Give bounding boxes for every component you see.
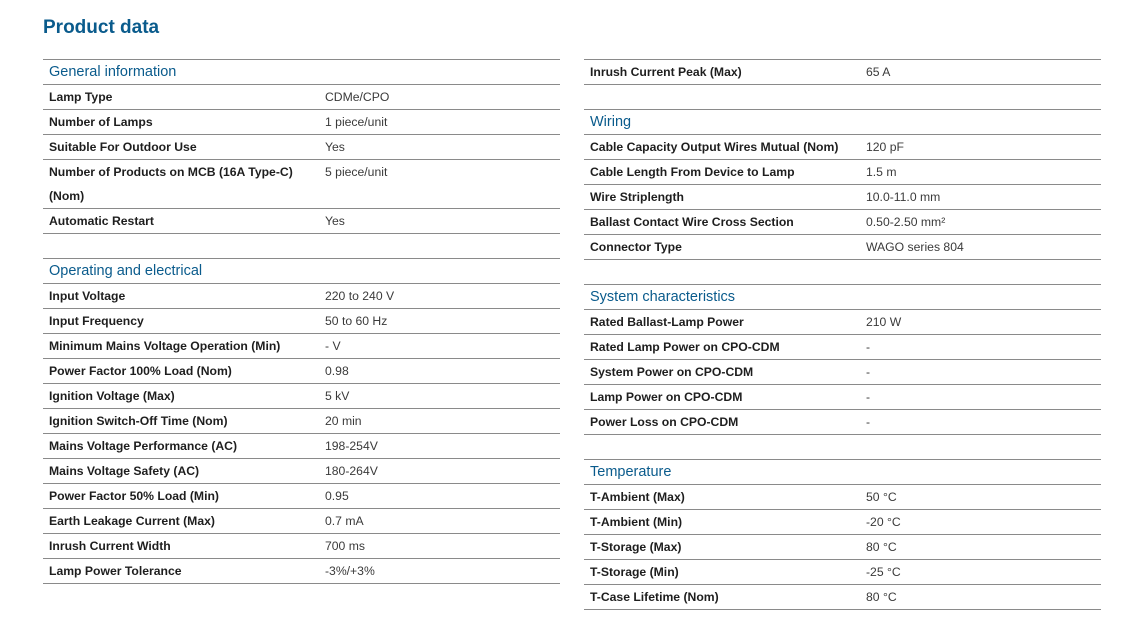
row-label: T-Case Lifetime (Nom) xyxy=(590,590,719,604)
row-value: -25 °C xyxy=(866,565,901,579)
row-value: -20 °C xyxy=(866,515,901,529)
row-value: 5 kV xyxy=(325,389,350,403)
row-value: - xyxy=(866,415,871,429)
row-label: Lamp Power on CPO-CDM xyxy=(590,390,743,404)
row-label: Rated Lamp Power on CPO-CDM xyxy=(590,340,780,354)
row-label: Cable Length From Device to Lamp xyxy=(590,165,795,179)
row-value: 198-254V xyxy=(325,439,378,453)
table-row xyxy=(43,484,560,509)
section-header-system-characteristics: System characteristics xyxy=(584,285,1101,310)
table-row xyxy=(43,509,560,534)
section-spacer xyxy=(584,85,1101,110)
section-spacer xyxy=(584,260,1101,285)
row-label: Ignition Switch-Off Time (Nom) xyxy=(49,414,228,428)
table-row xyxy=(584,535,1101,560)
section-header-wiring: Wiring xyxy=(584,110,1101,135)
row-label: Number of Products on MCB (16A Type-C) (Nom) xyxy=(49,165,293,203)
table-row xyxy=(43,284,560,309)
row-value: Yes xyxy=(325,140,345,154)
row-value: 0.95 xyxy=(325,489,349,503)
row-label: Ballast Contact Wire Cross Section xyxy=(590,215,794,229)
row-value: 5 piece/unit xyxy=(325,165,388,179)
row-label: Power Factor 100% Load (Nom) xyxy=(49,364,232,378)
row-value: 1 piece/unit xyxy=(325,115,388,129)
row-value: 50 °C xyxy=(866,490,897,504)
row-value: -3%/+3% xyxy=(325,564,375,578)
row-label: T-Ambient (Max) xyxy=(590,490,685,504)
row-label: Inrush Current Width xyxy=(49,539,171,553)
table-row xyxy=(584,485,1101,510)
row-value: 1.5 m xyxy=(866,165,897,179)
row-label: Power Factor 50% Load (Min) xyxy=(49,489,219,503)
row-label: Ignition Voltage (Max) xyxy=(49,389,175,403)
row-label: System Power on CPO-CDM xyxy=(590,365,754,379)
row-label: Rated Ballast-Lamp Power xyxy=(590,315,744,329)
table-row xyxy=(584,335,1101,360)
row-value: 65 A xyxy=(866,65,891,79)
table-row xyxy=(43,334,560,359)
section-header-temperature: Temperature xyxy=(584,460,1101,485)
section-header-operating-and-electrical: Operating and electrical xyxy=(43,259,560,284)
table-row xyxy=(584,160,1101,185)
row-label: T-Ambient (Min) xyxy=(590,515,683,529)
table-row xyxy=(43,534,560,559)
row-label: Minimum Mains Voltage Operation (Min) xyxy=(49,339,281,353)
row-value: WAGO series 804 xyxy=(866,240,964,254)
row-label: T-Storage (Min) xyxy=(590,565,679,579)
table-row xyxy=(43,85,560,110)
table-row xyxy=(584,185,1101,210)
row-label: Earth Leakage Current (Max) xyxy=(49,514,215,528)
table-row xyxy=(584,585,1101,610)
row-label: Lamp Power Tolerance xyxy=(49,564,182,578)
row-label: Number of Lamps xyxy=(49,115,153,129)
page-title: Product data xyxy=(43,17,160,38)
table-row xyxy=(43,309,560,334)
row-label: Mains Voltage Safety (AC) xyxy=(49,464,200,478)
table-row xyxy=(43,359,560,384)
row-value: 120 pF xyxy=(866,140,904,154)
table-row xyxy=(584,60,1101,85)
row-label: Mains Voltage Performance (AC) xyxy=(49,439,238,453)
table-row xyxy=(43,209,560,234)
table-row xyxy=(43,384,560,409)
row-value: 20 min xyxy=(325,414,362,428)
row-label: T-Storage (Max) xyxy=(590,540,682,554)
table-row xyxy=(43,160,560,209)
table-row xyxy=(43,559,560,584)
table-row xyxy=(584,235,1101,260)
table-row xyxy=(43,459,560,484)
table-row xyxy=(43,434,560,459)
table-row xyxy=(584,310,1101,335)
row-value: 10.0-11.0 mm xyxy=(866,190,941,204)
row-value: - xyxy=(866,340,871,354)
row-label: Input Frequency xyxy=(49,314,144,328)
table-row xyxy=(43,135,560,160)
row-value: 0.7 mA xyxy=(325,514,364,528)
row-label: Suitable For Outdoor Use xyxy=(49,140,197,154)
row-value: - xyxy=(866,365,871,379)
row-value: 0.50-2.50 mm² xyxy=(866,215,946,229)
left-column xyxy=(43,59,560,584)
row-label: Power Loss on CPO-CDM xyxy=(590,415,739,429)
row-label: Lamp Type xyxy=(49,90,113,104)
row-value: 80 °C xyxy=(866,540,897,554)
table-row xyxy=(584,410,1101,435)
table-row xyxy=(584,510,1101,535)
table-row xyxy=(584,360,1101,385)
row-value: 210 W xyxy=(866,315,902,329)
section-header-general-information: General information xyxy=(43,60,560,85)
row-label: Connector Type xyxy=(590,240,682,254)
row-value: CDMe/CPO xyxy=(325,90,390,104)
section-spacer xyxy=(43,234,560,259)
row-value: 220 to 240 V xyxy=(325,289,395,303)
row-value: Yes xyxy=(325,214,345,228)
table-row xyxy=(584,210,1101,235)
right-column xyxy=(584,59,1101,610)
row-value: 50 to 60 Hz xyxy=(325,314,388,328)
table-row xyxy=(584,135,1101,160)
table-row xyxy=(43,409,560,434)
row-label: Automatic Restart xyxy=(49,214,154,228)
row-value: 0.98 xyxy=(325,364,349,378)
row-label: Cable Capacity Output Wires Mutual (Nom) xyxy=(590,140,839,154)
table-row xyxy=(43,110,560,135)
row-label: Wire Striplength xyxy=(590,190,685,204)
table-row xyxy=(584,385,1101,410)
section-spacer xyxy=(584,435,1101,460)
row-value: 700 ms xyxy=(325,539,365,553)
row-value: 180-264V xyxy=(325,464,378,478)
row-value: 80 °C xyxy=(866,590,897,604)
row-label: Inrush Current Peak (Max) xyxy=(590,65,742,79)
table-row xyxy=(584,560,1101,585)
row-label: Input Voltage xyxy=(49,289,126,303)
row-value: - xyxy=(866,390,871,404)
row-value: - V xyxy=(325,339,341,353)
